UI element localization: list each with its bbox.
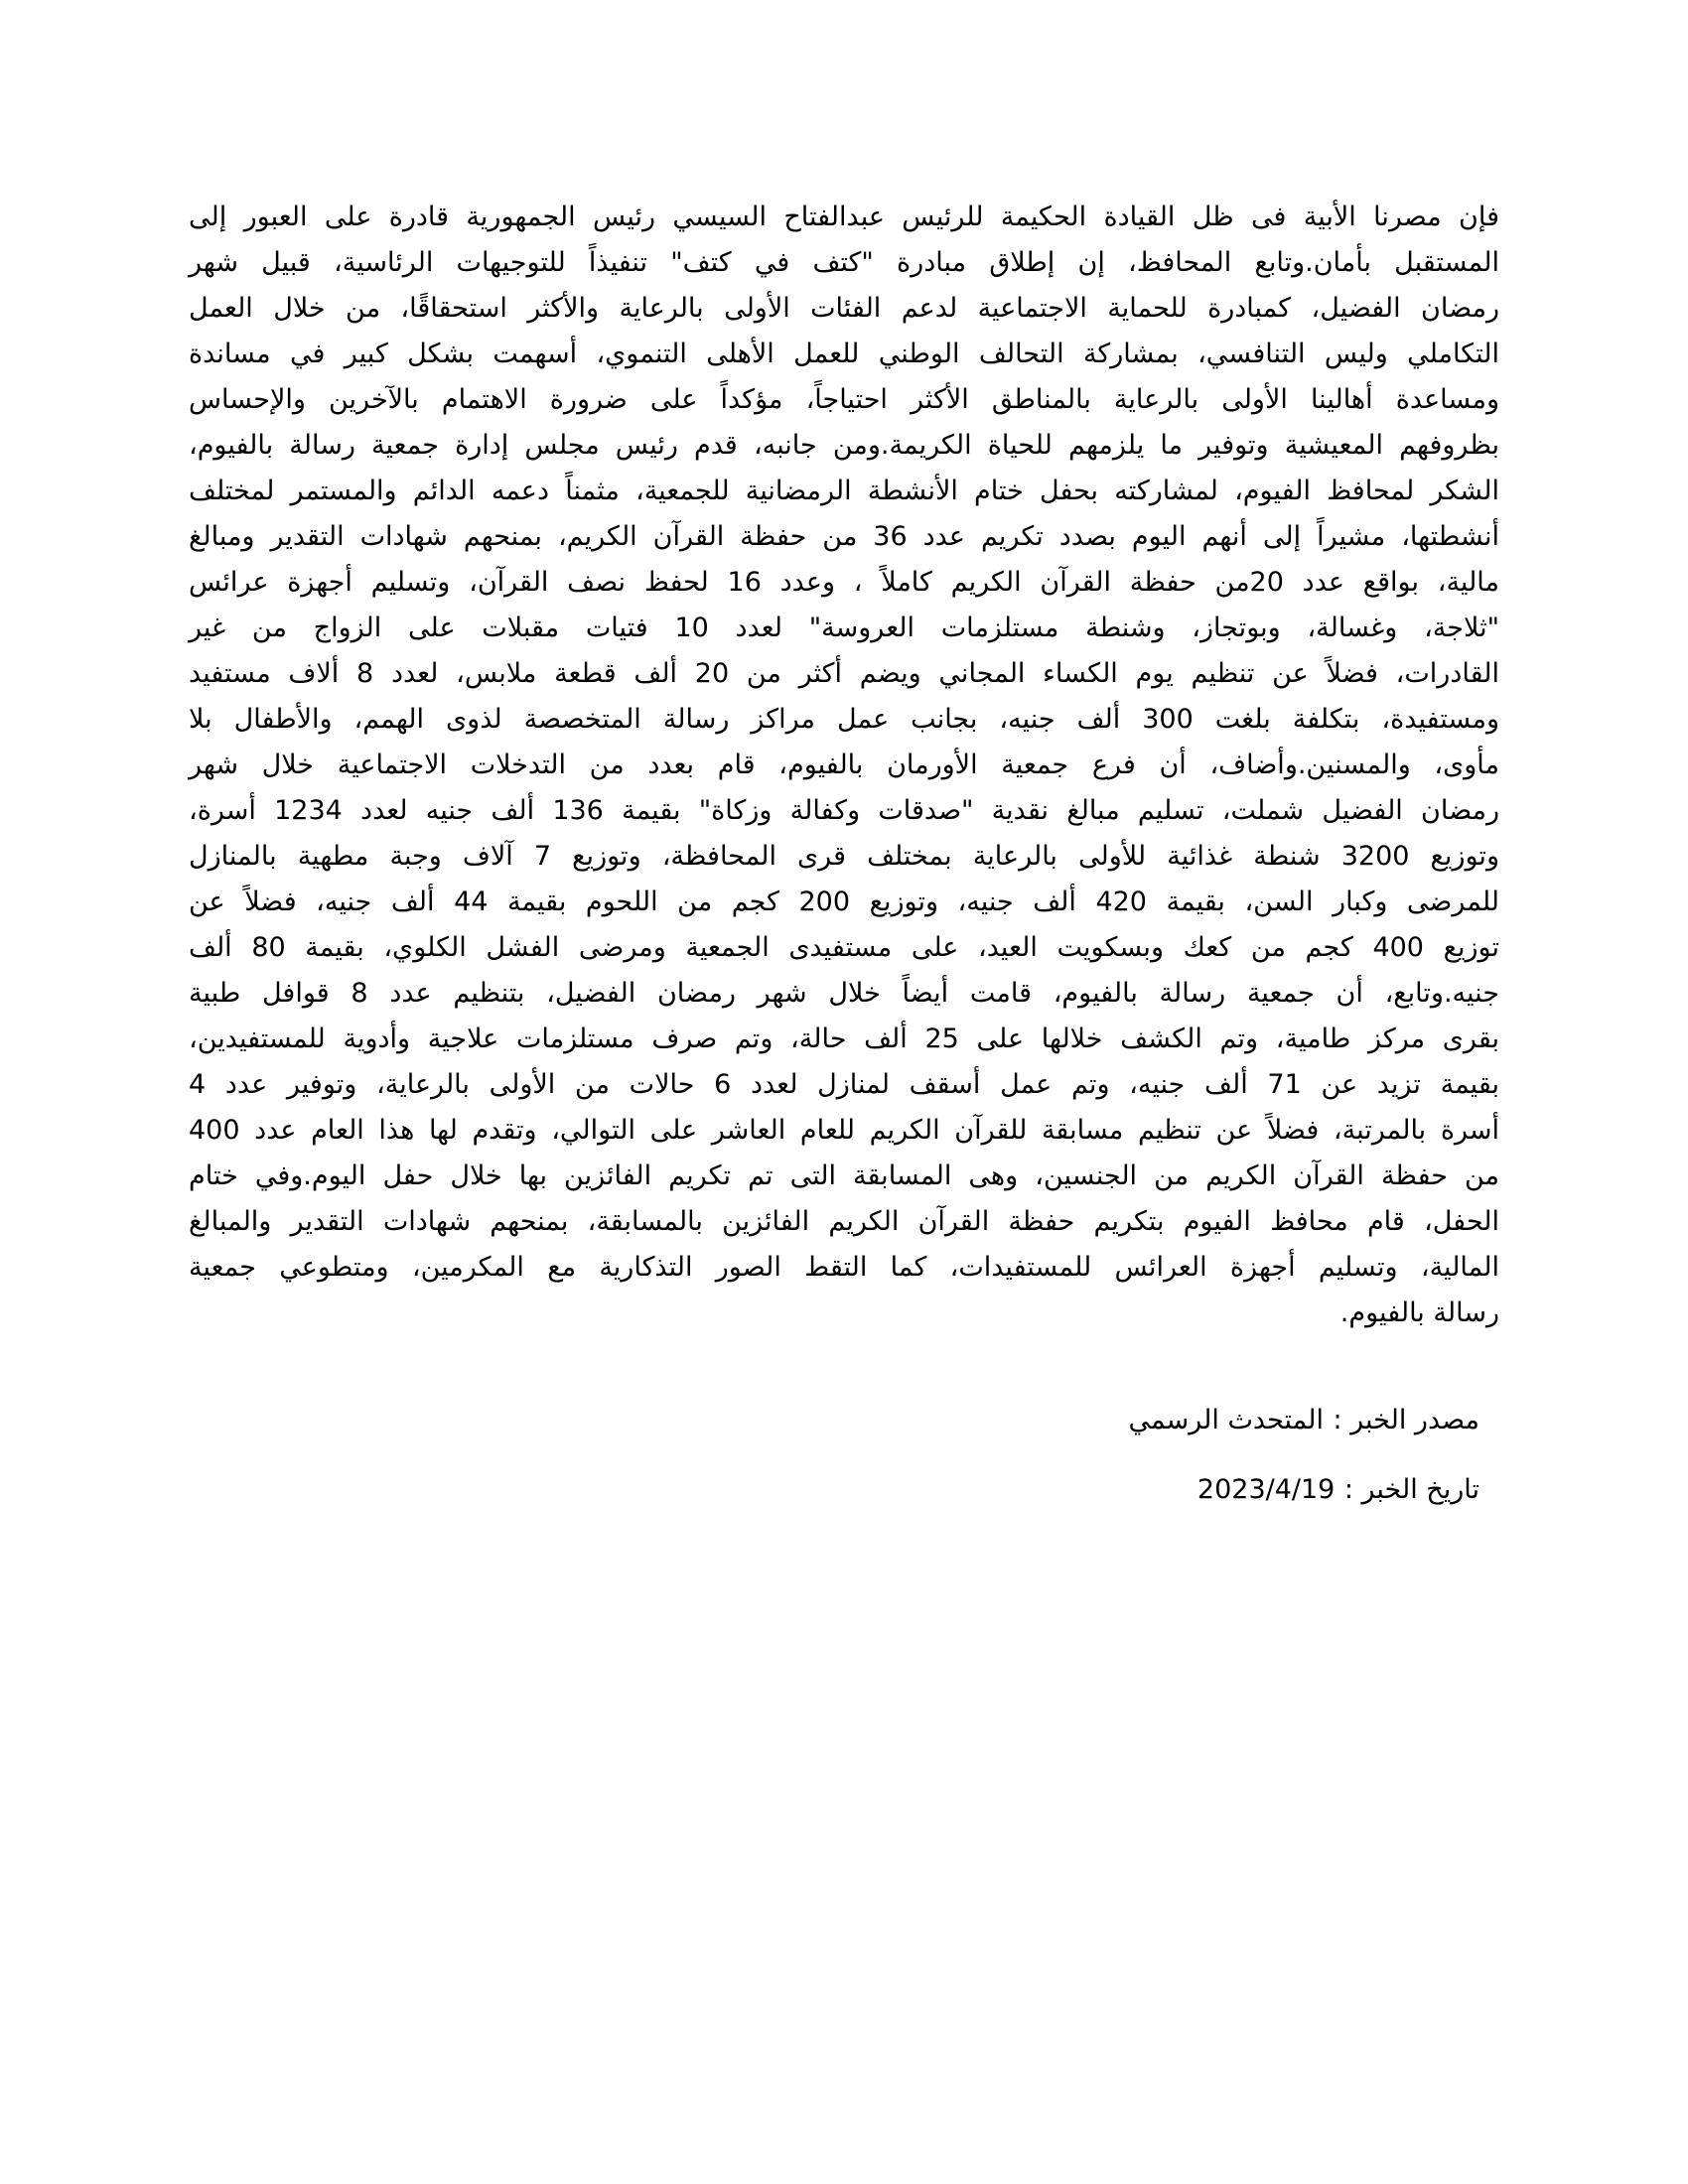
- article-line: أنشطتها، مشيراً إلى أنهم اليوم بصدد تكريم عدد 36 من حفظة القرآن الكريم، بمنحهم شهادات التقدير ومبالغ: [189, 521, 1499, 552]
- news-date-label: تاريخ الخبر :: [1343, 1474, 1479, 1505]
- article-line: "ثلاجة، وغسالة، وبوتجاز، وشنطة مستلزمات العروسة" لعدد 10 فتيات مقبلات على الزواج من غير: [189, 613, 1499, 643]
- article-line: وتوزيع 3200 شنطة غذائية للأولى بالرعاية بمختلف قرى المحافظة، وتوزيع 7 آلاف وجبة مطهية بالمنازل: [189, 841, 1499, 872]
- news-date-value: 2023/4/19: [1196, 1474, 1336, 1505]
- article-line: توزيع 400 كجم من كعك وبسكويت العيد، على مستفيدى الجمعية ومرضى الفشل الكلوي، بقيمة 80 ألف: [189, 932, 1500, 963]
- article-line: بظروفهم المعيشية وتوفير ما يلزمهم للحياة الكريمة.ومن جانبه، قدم رئيس مجلس إدارة جمعية رسالة بالفيوم،: [189, 430, 1499, 461]
- article-line-last: رسالة بالفيوم.: [1339, 1297, 1499, 1328]
- article-line: جنيه.وتابع، أن جمعية رسالة بالفيوم، قامت أيضاً خلال شهر رمضان الفضيل، بتنظيم عدد 8 قوافل طبية: [189, 978, 1500, 1009]
- news-source-line: [1129, 1398, 1479, 1443]
- article-body: [189, 195, 1499, 1336]
- article-line: رمضان الفضيل، كمبادرة للحماية الاجتماعية لدعم الفئات الأولى بالرعاية والأكثر استحقاقًا، من خلال العمل: [189, 293, 1499, 324]
- article-line: مالية، بواقع عدد 20من حفظة القرآن الكريم كاملاً ، وعدد 16 لحفظ نصف القرآن، وتسليم أجهزة عرائس: [189, 567, 1499, 598]
- article-line: فإن مصرنا الأبية فى ظل القيادة الحكيمة للرئيس عبدالفتاح السيسي رئيس الجمهورية قادرة على العبور إلى: [189, 202, 1499, 232]
- article-line: المستقبل بأمان.وتابع المحافظ، إن إطلاق مبادرة "كتف في كتف" تنفيذاً للتوجيهات الرئاسية، قبيل شهر: [189, 247, 1499, 278]
- article-line: للمرضى وكبار السن، بقيمة 420 ألف جنيه، وتوزيع 200 كجم من اللحوم بقيمة 44 ألف جنيه، فضلاً عن: [189, 887, 1499, 917]
- article-line: الشكر لمحافظ الفيوم، لمشاركته بحفل ختام الأنشطة الرمضانية للجمعية، مثمناً دعمه الدائم والمستمر لمختلف: [189, 476, 1499, 506]
- article-line: التكاملي وليس التنافسي، بمشاركة التحالف الوطني للعمل الأهلى التنموي، أسهمت بشكل كبير في مساندة: [189, 339, 1499, 369]
- news-source-value: المتحدث الرسمي: [1128, 1405, 1324, 1435]
- news-date-line: [1197, 1467, 1479, 1513]
- article-line: رمضان الفضيل شملت، تسليم مبالغ نقدية "صدقات وكفالة وزكاة" بقيمة 136 ألف جنيه لعدد 1234 أسرة،: [189, 795, 1499, 826]
- article-line: مأوى، والمسنين.وأضاف، أن فرع جمعية الأورمان بالفيوم، قام بعدد من التدخلات الاجتماعية خلال شهر: [189, 750, 1499, 780]
- article-line: القادرات، فضلاً عن تنظيم يوم الكساء المجاني ويضم أكثر من 20 ألف قطعة ملابس، لعدد 8 ألاف مستفيد: [189, 658, 1499, 689]
- article-line: بقرى مركز طامية، وتم الكشف خلالها على 25 ألف حالة، وتم صرف مستلزمات علاجية وأدوية للمستفيدين،: [189, 1024, 1499, 1054]
- article-line: بقيمة تزيد عن 71 ألف جنيه، وتم عمل أسقف لمنازل لعدد 6 حالات من الأولى بالرعاية، وتوفير عدد 4: [189, 1069, 1500, 1100]
- article-line: الحفل، قام محافظ الفيوم بتكريم حفظة القرآن الكريم الفائزين بالمسابقة، بمنحهم شهادات التقدير والمبالغ: [189, 1206, 1499, 1237]
- article-line: المالية، وتسليم أجهزة العرائس للمستفيدات، كما التقط الصور التذكارية مع المكرمين، ومتطوعي جمعية: [189, 1252, 1499, 1283]
- article-line: ومساعدة أهالينا الأولى بالرعاية بالمناطق الأكثر احتياجاً، مؤكداً على ضرورة الاهتمام بالآخرين والإحساس: [189, 384, 1499, 415]
- news-meta: [189, 1398, 1479, 1527]
- article-line: ومستفيدة، بتكلفة بلغت 300 ألف جنيه، بجانب عمل مراكز رسالة المتخصصة لذوى الهمم، والأطفال بلا: [189, 704, 1499, 735]
- article-line: من حفظة القرآن الكريم من الجنسين، وهى المسابقة التى تم تكريم الفائزين بها خلال حفل اليوم.وفي ختام: [189, 1160, 1499, 1191]
- news-source-label: مصدر الخبر :: [1333, 1405, 1479, 1435]
- article-line: أسرة بالمرتبة، فضلاً عن تنظيم مسابقة للقرآن الكريم للعام العاشر على التوالي، وتقدم لها هذا العام عدد 400: [189, 1115, 1499, 1146]
